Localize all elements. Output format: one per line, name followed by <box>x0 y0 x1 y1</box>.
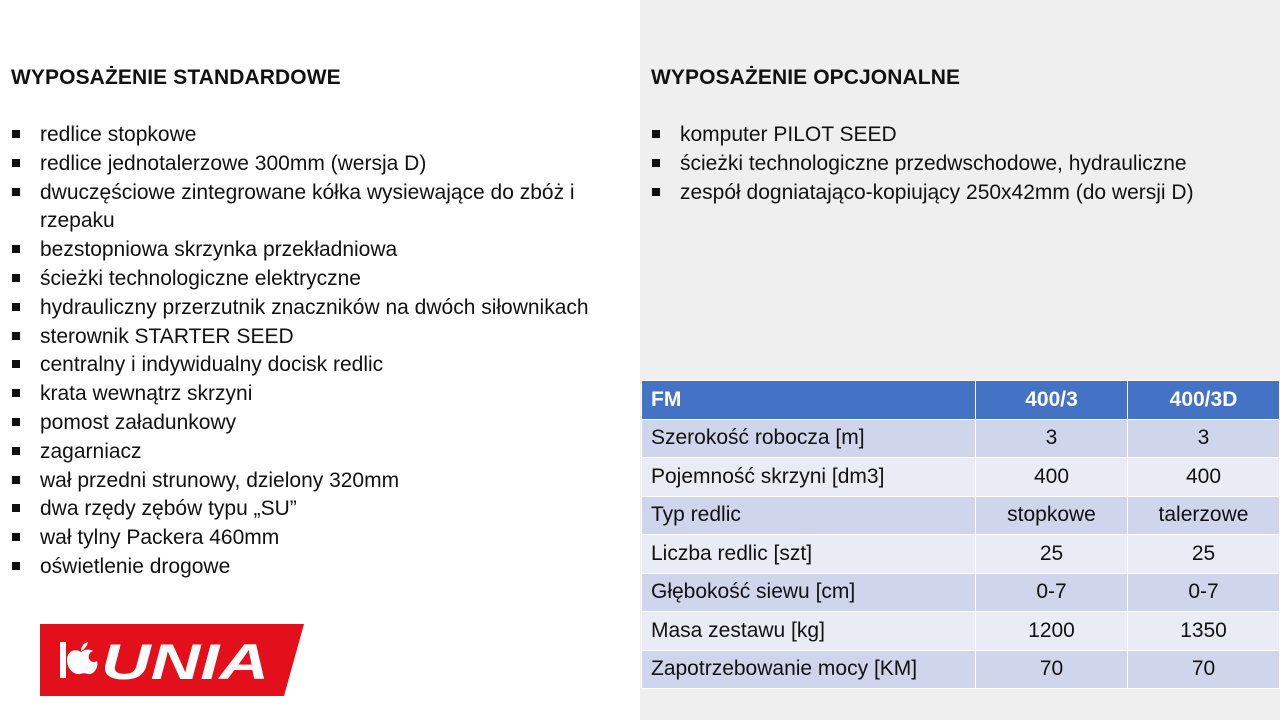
list-item: redlice stopkowe <box>11 121 631 150</box>
unia-logo <box>40 624 304 696</box>
table-cell: 3 <box>1128 419 1280 458</box>
table-cell: Głębokość siewu [cm] <box>642 573 976 612</box>
table-row <box>642 612 1280 651</box>
table-row <box>642 535 1280 574</box>
table-row <box>642 419 1280 458</box>
list-item: centralny i indywidualny docisk redlic <box>11 351 631 380</box>
list-item: hydrauliczny przerzutnik znaczników na dwóch siłownikach <box>11 294 631 323</box>
list-item: ścieżki technologiczne elektryczne <box>11 265 631 294</box>
table-header-cell: FM <box>642 381 976 420</box>
list-item: pomost załadunkowy <box>11 409 631 438</box>
table-cell: 25 <box>1128 535 1280 574</box>
table-cell: Szerokość robocza [m] <box>642 419 976 458</box>
table-cell: Pojemność skrzyni [dm3] <box>642 458 976 497</box>
table-header-row <box>642 381 1280 420</box>
list-item: bezstopniowa skrzynka przekładniowa <box>11 236 631 265</box>
table-row <box>642 573 1280 612</box>
table-cell: 1200 <box>976 612 1128 651</box>
table-row <box>642 458 1280 497</box>
list-item: dwa rzędy zębów typu „SU” <box>11 495 631 524</box>
list-item: wał tylny Packera 460mm <box>11 524 631 553</box>
table-cell: Liczba redlic [szt] <box>642 535 976 574</box>
optional-equipment-heading: WYPOSAŻENIE OPCJONALNE <box>651 66 961 89</box>
standard-equipment-list <box>11 121 631 582</box>
table-cell: 70 <box>1128 650 1280 689</box>
table-cell: talerzowe <box>1128 496 1280 535</box>
table-cell: stopkowe <box>976 496 1128 535</box>
list-item: ścieżki technologiczne przedwschodowe, hydrauliczne <box>651 150 1271 179</box>
list-item: dwuczęściowe zintegrowane kółka wysiewające do zbóż i rzepaku <box>11 179 631 237</box>
table-row <box>642 650 1280 689</box>
table-header-cell: 400/3D <box>1128 381 1280 420</box>
table-cell: Typ redlic <box>642 496 976 535</box>
list-item: oświetlenie drogowe <box>11 553 631 582</box>
table-cell: Masa zestawu [kg] <box>642 612 976 651</box>
logo-wordmark: UNIA <box>101 634 269 690</box>
table-cell: 1350 <box>1128 612 1280 651</box>
list-item: zagarniacz <box>11 438 631 467</box>
table-cell: 25 <box>976 535 1128 574</box>
list-item: krata wewnątrz skrzyni <box>11 380 631 409</box>
table-cell: Zapotrzebowanie mocy [KM] <box>642 650 976 689</box>
optional-equipment-list <box>651 121 1271 207</box>
list-item: komputer PILOT SEED <box>651 121 1271 150</box>
table-cell: 3 <box>976 419 1128 458</box>
table-header-cell: 400/3 <box>976 381 1128 420</box>
list-item: redlice jednotalerzowe 300mm (wersja D) <box>11 150 631 179</box>
list-item: wał przedni strunowy, dzielony 320mm <box>11 467 631 496</box>
list-item: sterownik STARTER SEED <box>11 323 631 352</box>
table-cell: 400 <box>1128 458 1280 497</box>
table-cell: 0-7 <box>1128 573 1280 612</box>
table-cell: 400 <box>976 458 1128 497</box>
table-row <box>642 496 1280 535</box>
spec-table <box>641 380 1280 689</box>
table-cell: 0-7 <box>976 573 1128 612</box>
table-cell: 70 <box>976 650 1128 689</box>
standard-equipment-heading: WYPOSAŻENIE STANDARDOWE <box>11 66 341 89</box>
list-item: zespół dogniatająco-kopiujący 250x42mm (do wersji D) <box>651 179 1271 208</box>
